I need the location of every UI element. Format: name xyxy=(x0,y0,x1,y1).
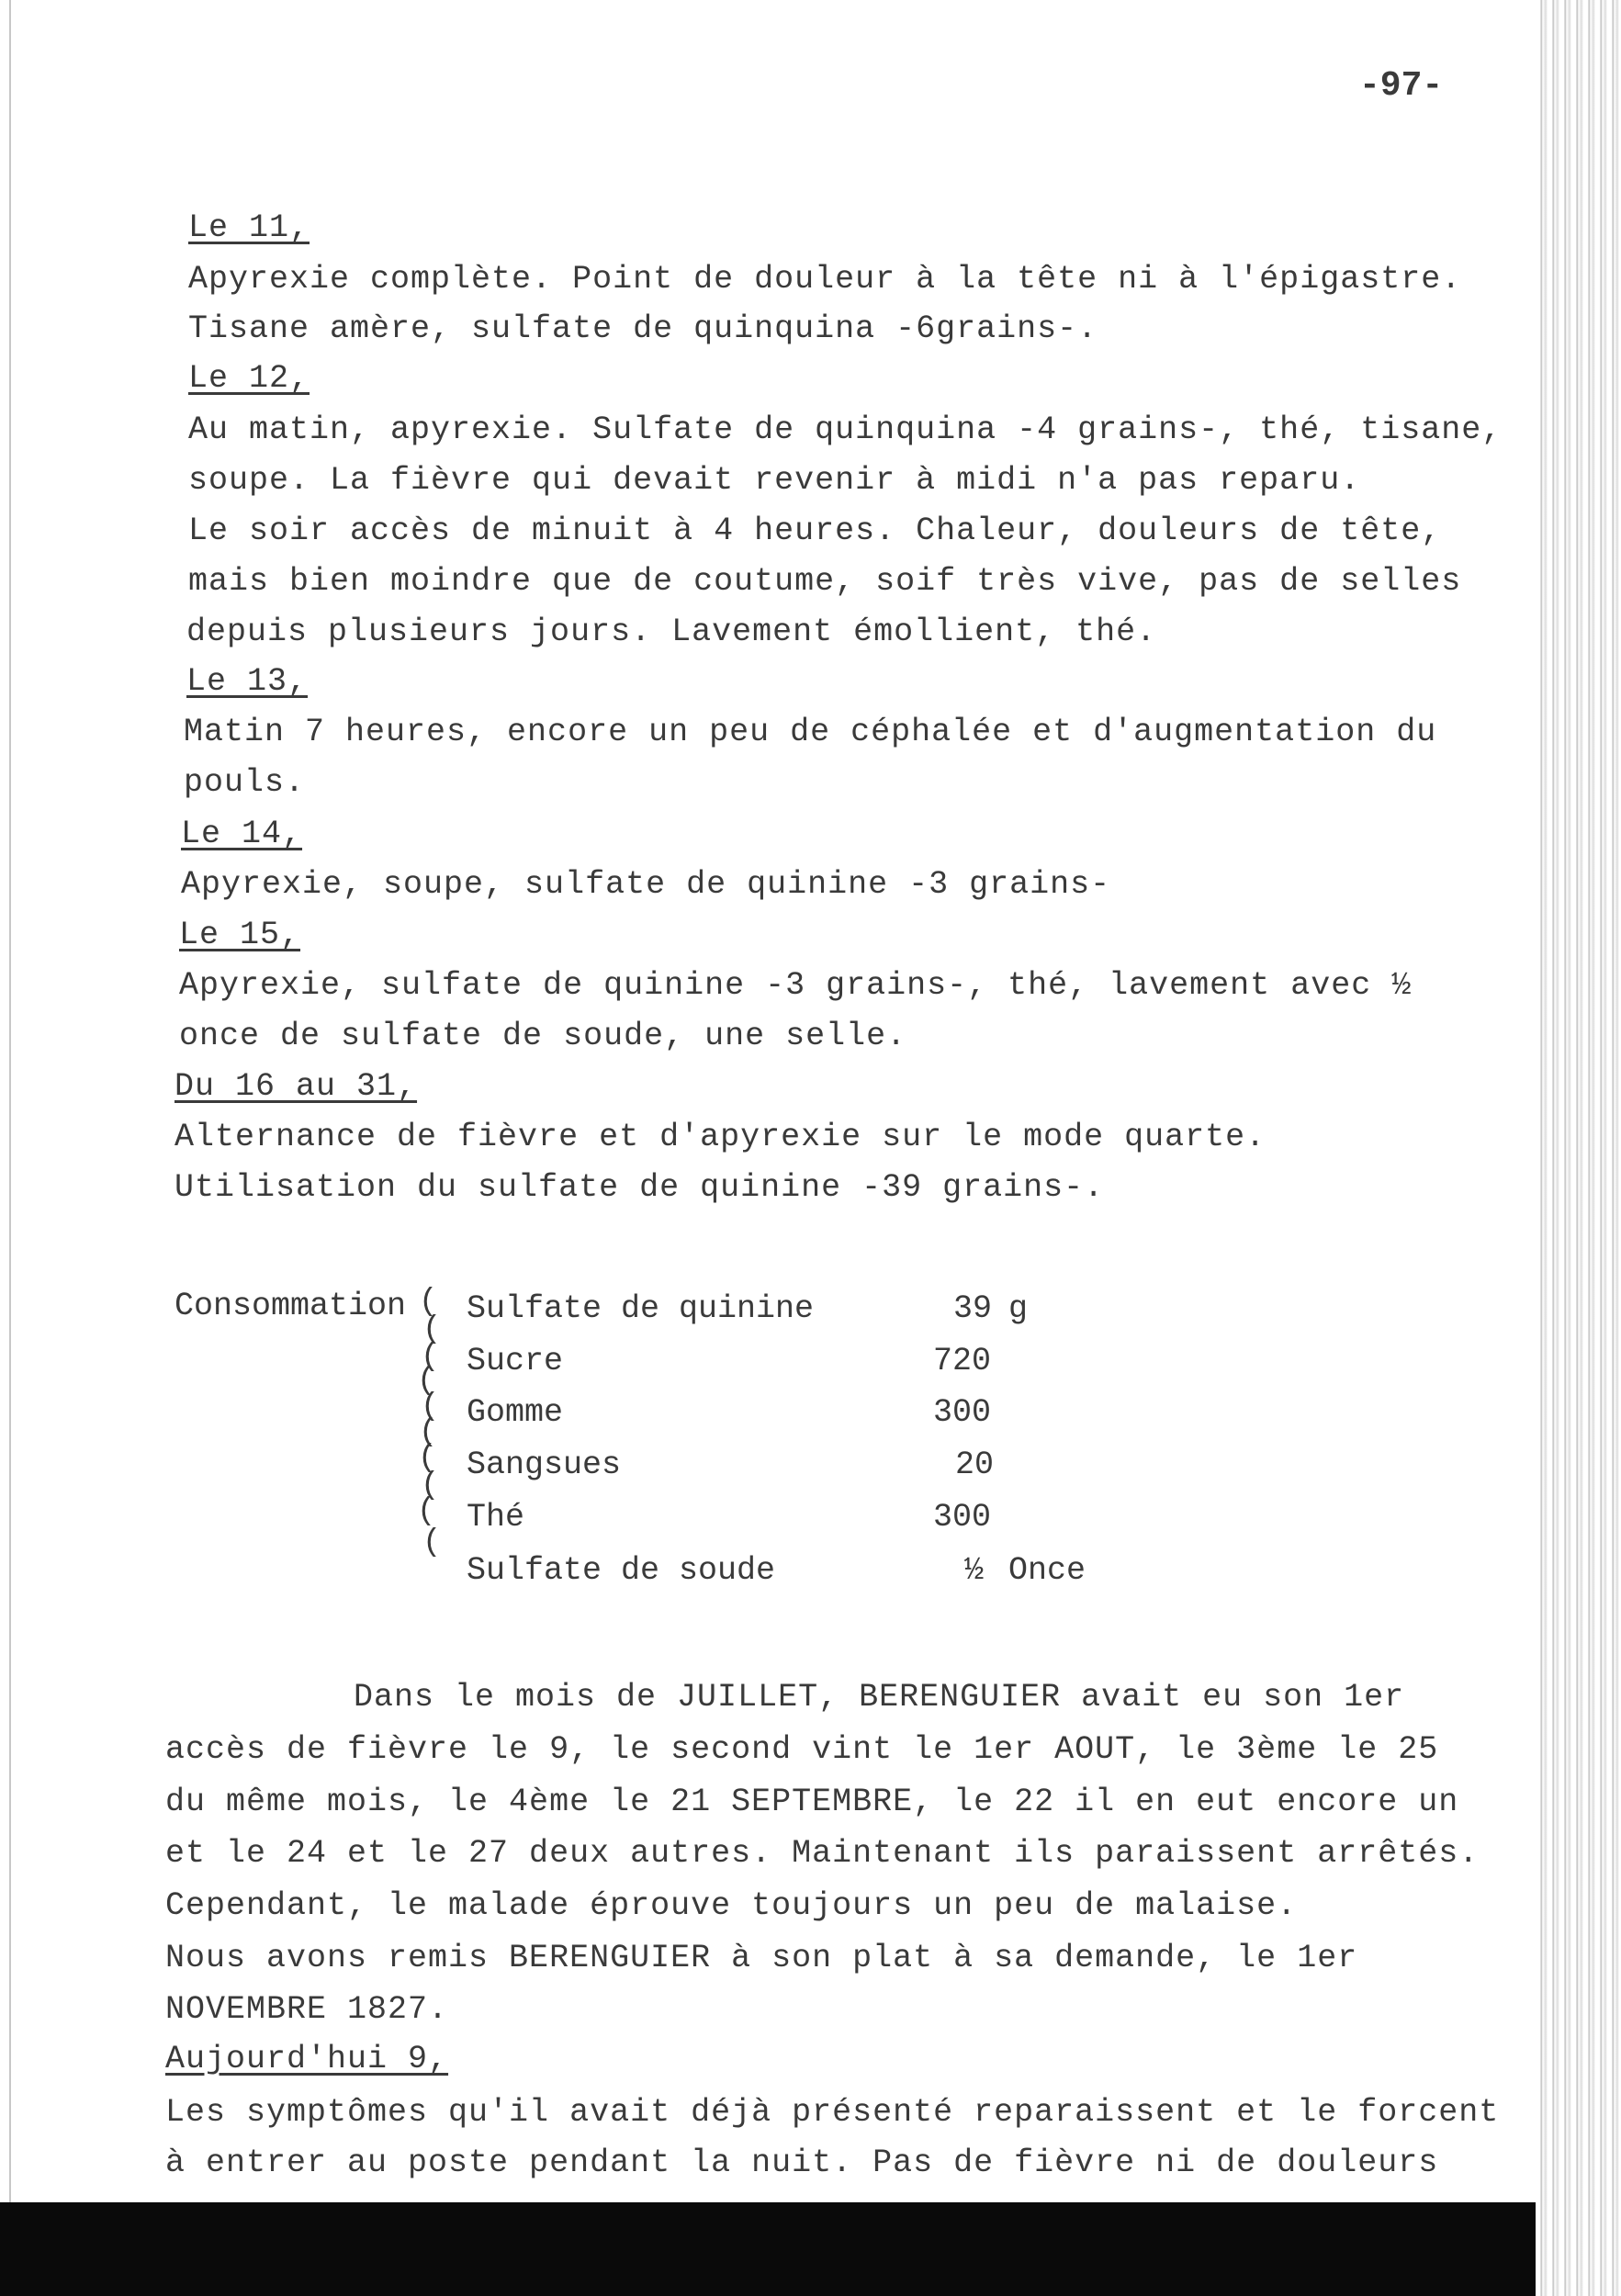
entry-text: once de sulfate de soude, une selle. xyxy=(179,1018,907,1054)
brace-paren: ( xyxy=(419,1285,438,1320)
paragraph-line: et le 24 et le 27 deux autres. Maintenant ils paraissent arrêtés. xyxy=(165,1835,1480,1872)
consumption-item-qty: 39 xyxy=(953,1290,993,1327)
entry-text: Tisane amère, sulfate de quinquina -6grains-. xyxy=(188,310,1098,347)
entry-text: Le soir accès de minuit à 4 heures. Chaleur, douleurs de tête, xyxy=(188,512,1442,549)
consumption-item-name: Sulfate de quinine xyxy=(467,1290,815,1327)
paragraph-line: Dans le mois de JUILLET, BERENGUIER avait eu son 1er xyxy=(354,1679,1405,1716)
consumption-item-qty: 300 xyxy=(933,1499,992,1536)
entry-text: Utilisation du sulfate de quinine -39 grains-. xyxy=(174,1169,1105,1206)
entry-date: Le 12, xyxy=(188,360,310,397)
consumption-item-name: Gomme xyxy=(467,1394,564,1431)
consumption-item-qty: 300 xyxy=(933,1394,992,1431)
brace-paren: ( xyxy=(421,1340,440,1375)
consumption-item-name: Thé xyxy=(467,1499,525,1536)
consumption-item-name: Sulfate de soude xyxy=(467,1552,776,1589)
paragraph-line: du même mois, le 4ème le 21 SEPTEMBRE, le 22 il en eut encore un xyxy=(165,1784,1459,1820)
brace-paren: ( xyxy=(422,1312,442,1347)
consumption-item-name: Sangsues xyxy=(467,1446,622,1483)
entry-date: Le 11, xyxy=(188,209,310,246)
paragraph-line: NOVEMBRE 1827. xyxy=(165,1991,449,2028)
paragraph-line: Cependant, le malade éprouve toujours un peu de malaise. xyxy=(165,1887,1298,1924)
entry-text: depuis plusieurs jours. Lavement émollient, thé. xyxy=(186,613,1157,650)
entry-text: soupe. La fièvre qui devait revenir à midi n'a pas reparu. xyxy=(188,462,1361,499)
entry-text: Matin 7 heures, encore un peu de céphalée et d'augmentation du xyxy=(184,714,1437,750)
entry-date: Le 14, xyxy=(181,816,303,852)
brace-paren: ( xyxy=(419,1415,438,1450)
paragraph-line: à entrer au poste pendant la nuit. Pas de fièvre ni de douleurs xyxy=(165,2144,1439,2181)
left-margin-rule xyxy=(9,0,11,2296)
page-number: -97- xyxy=(1359,66,1444,106)
paragraph-line: accès de fièvre le 9, le second vint le 1er AOUT, le 3ème le 25 xyxy=(165,1731,1439,1768)
consumption-item-name: Sucre xyxy=(467,1343,564,1379)
consumption-item-qty: 720 xyxy=(933,1343,992,1379)
consumption-item-qty: ½ xyxy=(964,1552,985,1589)
consumption-label: Consommation xyxy=(174,1288,407,1324)
scan-bottom-border xyxy=(0,2202,1536,2296)
entry-date: Le 13, xyxy=(186,663,309,700)
entry-text: mais bien moindre que de coutume, soif très vive, pas de selles xyxy=(188,563,1462,600)
brace-paren: ( xyxy=(417,1494,436,1529)
entry-text: Alternance de fièvre et d'apyrexie sur le mode quarte. xyxy=(174,1119,1266,1155)
binding-edge xyxy=(1536,0,1621,2296)
consumption-item-unit: Once xyxy=(1008,1552,1086,1589)
entry-date: Du 16 au 31, xyxy=(174,1068,418,1105)
entry-date: Le 15, xyxy=(179,917,301,953)
entry-text: Apyrexie, sulfate de quinine -3 grains-, thé, lavement avec ½ xyxy=(179,967,1413,1004)
consumption-item-qty: 20 xyxy=(955,1446,995,1483)
brace-paren: ( xyxy=(418,1441,437,1476)
paragraph-line: Nous avons remis BERENGUIER à son plat à sa demande, le 1er xyxy=(165,1940,1358,1976)
brace-paren: ( xyxy=(421,1469,440,1503)
brace-paren: ( xyxy=(417,1364,436,1399)
paragraph-line: Les symptômes qu'il avait déjà présenté reparaissent et le forcent xyxy=(165,2094,1500,2131)
consumption-item-unit: g xyxy=(1008,1290,1029,1327)
brace-paren: ( xyxy=(422,1525,442,1560)
entry-date: Aujourd'hui 9, xyxy=(165,2041,449,2077)
entry-text: Apyrexie complète. Point de douleur à la tête ni à l'épigastre. xyxy=(188,261,1462,298)
brace-paren: ( xyxy=(421,1390,440,1424)
entry-text: Au matin, apyrexie. Sulfate de quinquina -4 grains-, thé, tisane, xyxy=(188,411,1503,448)
entry-text: Apyrexie, soupe, sulfate de quinine -3 grains- xyxy=(181,866,1111,903)
entry-text: pouls. xyxy=(184,764,306,801)
